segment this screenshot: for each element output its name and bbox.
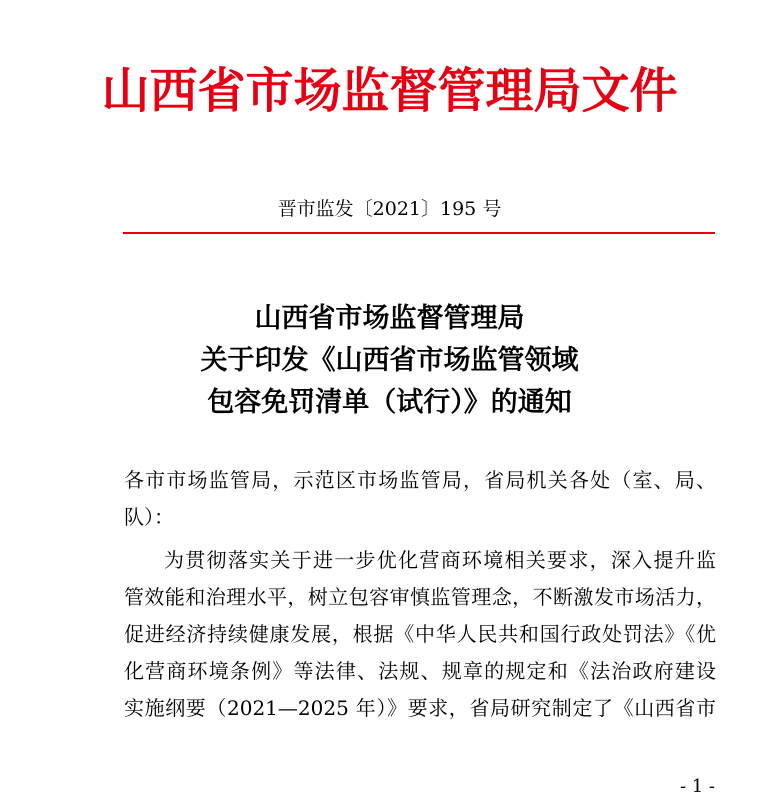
page-number: - 1 - <box>679 776 715 797</box>
body-line-5: 实施纲要（2021—2025 年）》要求，省局研究制定了《山西省市 <box>124 696 716 720</box>
title-line-3: 包容免罚清单（试行）》的通知 <box>207 387 572 418</box>
document-title <box>0 298 779 424</box>
body-line-3: 促进经济持续健康发展，根据《中华人民共和国行政处罚法》《优 <box>124 622 716 646</box>
red-divider-line <box>123 232 715 234</box>
salutation-line-2: 队）： <box>124 505 174 529</box>
body-paragraph <box>124 542 716 727</box>
salutation <box>124 462 716 536</box>
body-line-1: 为贯彻落实关于进一步优化营商环境相关要求，深入提升监 <box>164 548 716 572</box>
document-masthead: 山西省市场监督管理局文件 <box>101 63 678 119</box>
title-line-2: 关于印发《山西省市场监管领域 <box>200 345 579 376</box>
title-line-1: 山西省市场监督管理局 <box>254 303 525 334</box>
body-line-2: 管效能和治理水平，树立包容审慎监管理念，不断激发市场活力， <box>124 585 716 609</box>
salutation-line-1: 各市市场监管局，示范区市场监管局，省局机关各处（室、局、 <box>124 468 716 492</box>
body-line-4: 化营商环境条例》等法律、法规、规章的规定和《法治政府建设 <box>124 659 716 683</box>
document-number: 晋市监发〔2021〕195 号 <box>277 198 502 220</box>
